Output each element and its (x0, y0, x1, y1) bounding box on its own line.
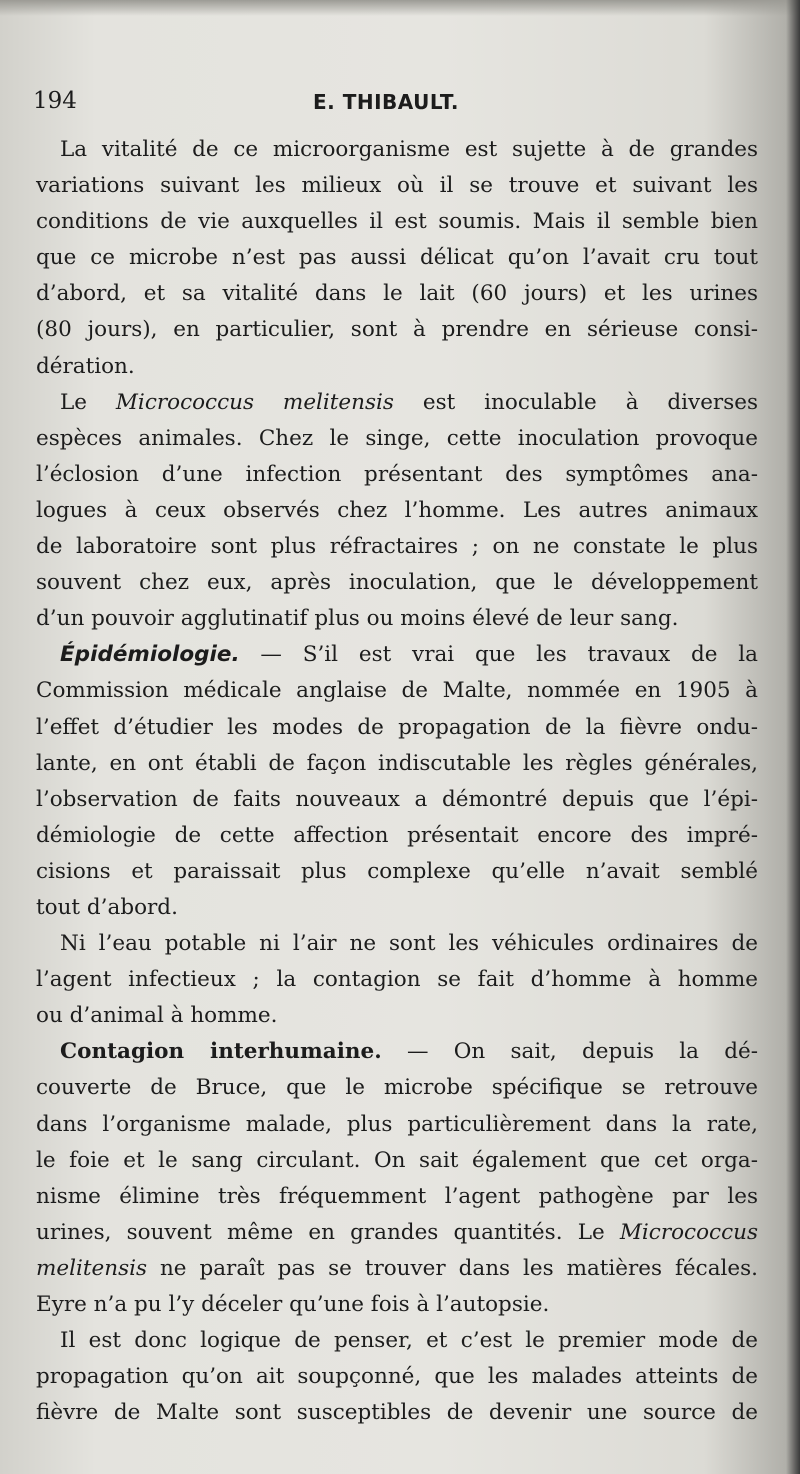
text-line: cisions et paraissait plus complexe qu’elle n’avait semblé (36, 858, 758, 884)
text-line: (80 jours), en particulier, sont à prendre en sérieuse consi- (36, 317, 758, 343)
text-line: l’agent infectieux ; la contagion se fait d’homme à homme (36, 967, 758, 993)
line-text: est inoculable à diverses (393, 389, 758, 415)
text-line: Eyre n’a pu l’y déceler qu’une fois à l’autopsie. (36, 1292, 550, 1317)
section-heading: Épidémiologie. (60, 642, 240, 668)
text-line: que ce microbe n’est pas aussi délicat qu’on l’avait cru tout (36, 245, 758, 271)
line-text: — S’il est vrai que les travaux de la (239, 642, 758, 668)
text-line: ou d’animal à homme. (36, 1003, 278, 1029)
body-text (36, 132, 758, 1431)
text-line: logues à ceux observés chez l’homme. Les autres animaux (36, 497, 758, 523)
text-line: dans l’organisme malade, plus particulièrement dans la rate, (36, 1111, 758, 1137)
page-number: 194 (33, 88, 77, 114)
text-line (36, 385, 758, 421)
italic-term: Micrococcus (619, 1219, 758, 1245)
text-line: variations suivant les milieux où il se trouve et suivant les (36, 173, 758, 199)
text-line: espèces animales. Chez le singe, cette inoculation provoque (36, 425, 758, 451)
running-head: E. THIBAULT. (313, 90, 460, 114)
text-line: démiologie de cette affection présentait encore des impré- (36, 822, 758, 848)
text-line: l’effet d’étudier les modes de propagation de la fièvre ondu- (36, 714, 758, 740)
text-line (36, 1215, 758, 1251)
text-line: Il est donc logique de penser, et c’est le premier mode de (60, 1328, 758, 1354)
text-line (36, 1034, 758, 1070)
line-text: — On sait, depuis la dé- (381, 1039, 759, 1065)
text-line: nisme élimine très fréquemment l’agent pathogène par les (36, 1183, 758, 1209)
text-line: d’un pouvoir agglutinatif plus ou moins élevé de leur sang. (36, 606, 679, 632)
text-line: l’observation de faits nouveaux a démontré depuis que l’épi- (36, 786, 758, 812)
text-line: tout d’abord. (36, 894, 178, 920)
text-line: d’abord, et sa vitalité dans le lait (60 jours) et les urines (36, 281, 758, 307)
text-line: l’éclosion d’une infection présentant des symptômes ana- (36, 461, 758, 487)
text-line: de laboratoire sont plus réfractaires ; on ne constate le plus (36, 534, 758, 560)
line-text: Le (60, 389, 116, 415)
text-line: Commission médicale anglaise de Malte, nommée en 1905 à (36, 678, 758, 704)
page-binding-edge (786, 0, 800, 1474)
line-text: ne paraît pas se trouver dans les matières fécales. (147, 1255, 758, 1281)
text-line: conditions de vie auxquelles il est soumis. Mais il semble bien (36, 209, 758, 235)
line-text: urines, souvent même en grandes quantités. Le (36, 1219, 620, 1245)
text-line (36, 637, 758, 673)
text-line: couverte de Bruce, que le microbe spécifique se retrouve (36, 1075, 758, 1101)
text-line: fièvre de Malte sont susceptibles de devenir une source de (36, 1400, 758, 1426)
text-line: Ni l’eau potable ni l’air ne sont les véhicules ordinaires de (60, 931, 758, 957)
text-line: souvent chez eux, après inoculation, que le développement (36, 570, 758, 596)
section-heading: Contagion interhumaine. (60, 1039, 382, 1065)
italic-term: Micrococcus melitensis (115, 389, 394, 415)
text-line: La vitalité de ce microorganisme est sujette à de grandes (60, 137, 758, 162)
page-header (33, 88, 753, 122)
text-line (36, 1251, 758, 1287)
italic-term: melitensis (36, 1255, 148, 1281)
text-line: dération. (36, 353, 135, 379)
text-line: lante, en ont établi de façon indiscutable les règles générales, (36, 750, 758, 776)
text-line: le foie et le sang circulant. On sait également que cet orga- (36, 1147, 758, 1173)
text-line: propagation qu’on ait soupçonné, que les malades atteints de (36, 1364, 758, 1390)
page-top-shadow (0, 0, 800, 16)
